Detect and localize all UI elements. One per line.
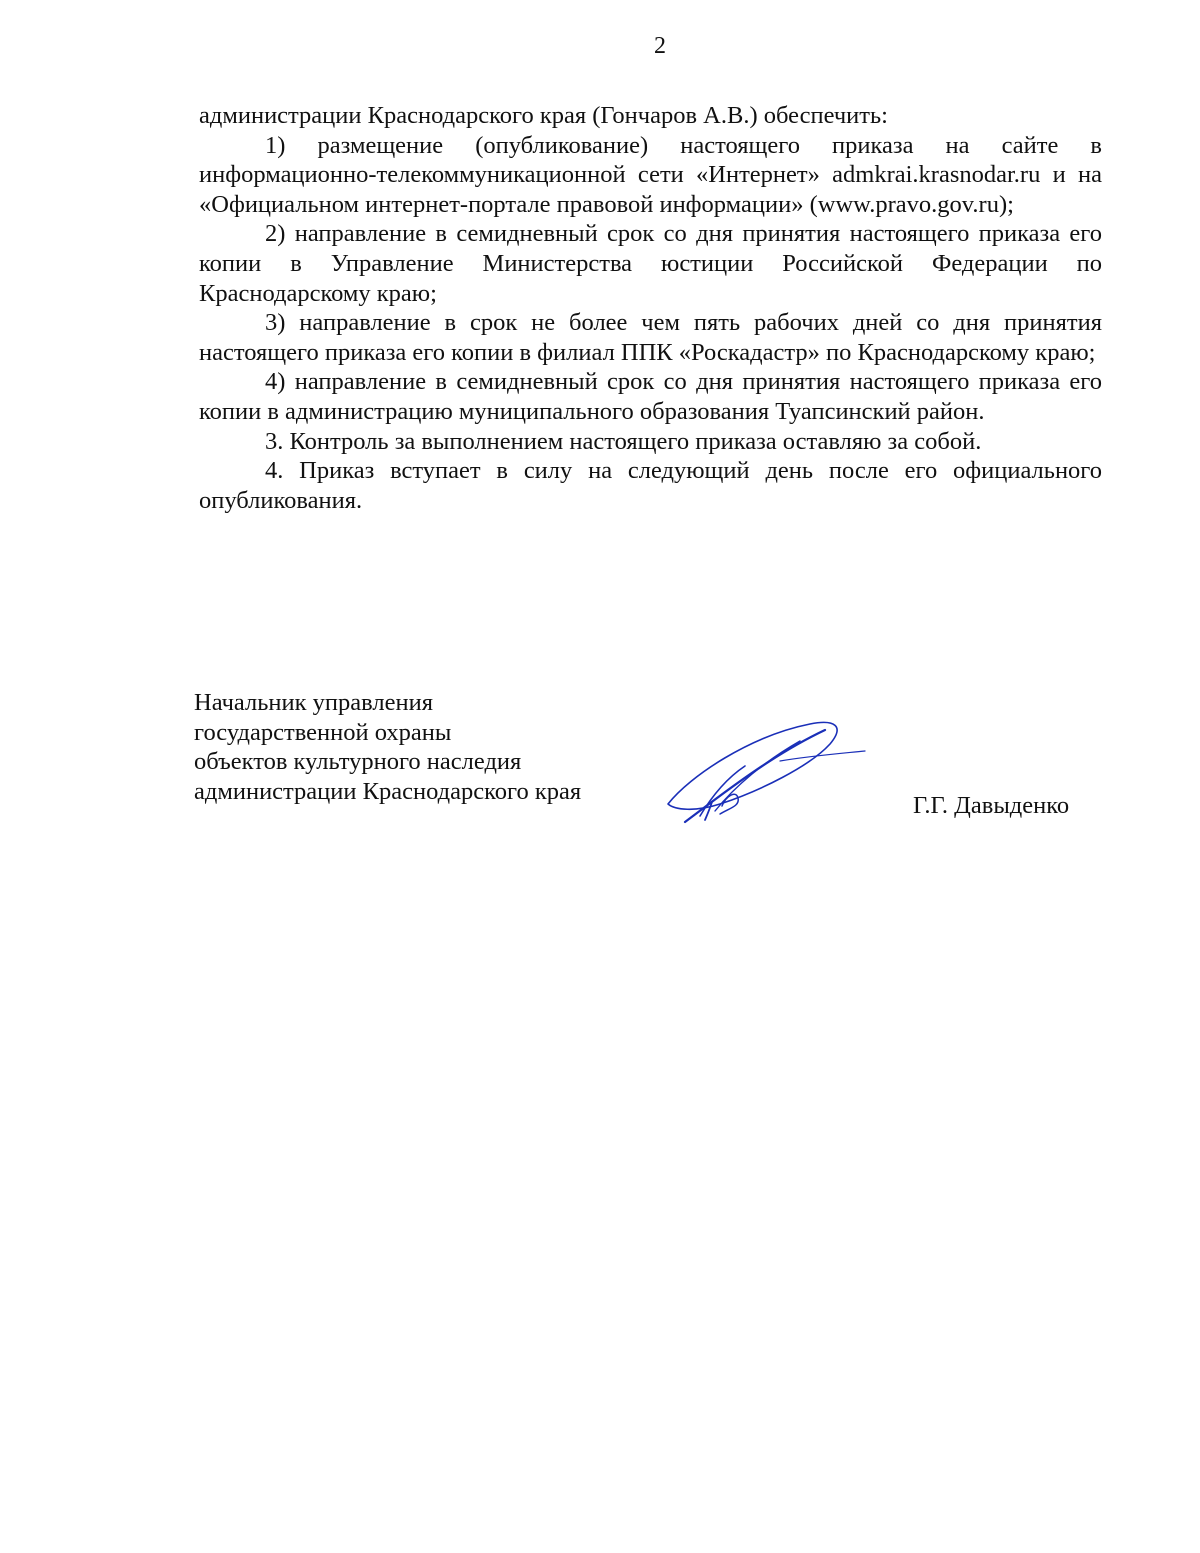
body-paragraph: 3. Контроль за выполнением настоящего приказа оставляю за собой. (265, 427, 982, 455)
body-paragraph: 4) направление в семидневный срок со дня принятия настоящего приказа его копии в администрацию муниципального образования Туапсинский район. (199, 368, 1102, 425)
body-paragraph: администрации Краснодарского края (Гончаров А.В.) обеспечить: (199, 102, 888, 129)
body-paragraph: 2) направление в семидневный срок со дня принятия настоящего приказа его копии в Управление Министерства юстиции Российской Федерации по Краснодарскому краю; (199, 220, 1102, 307)
page-number: 2 (654, 33, 666, 59)
body-paragraph: 1) размещение (опубликование) настоящего приказа на сайте в информационно-телекоммуникационной сети «Интернет» admkrai.krasnodar.ru и на «Официальном интернет-портале правовой информации» (www.pravo.gov.ru); (199, 131, 1102, 218)
position-line: администрации Краснодарского края (194, 777, 582, 805)
document-body (199, 101, 1102, 515)
signatory-position (194, 688, 581, 806)
position-line: государственной охраны (194, 718, 452, 746)
body-paragraph: 4. Приказ вступает в силу на следующий день после его официального опубликования. (199, 457, 1102, 514)
position-line: Начальник управления (194, 689, 433, 716)
body-paragraph: 3) направление в срок не более чем пять рабочих дней со дня принятия настоящего приказа его копии в филиал ППК «Роскадастр» по Краснодарскому краю; (199, 309, 1102, 366)
position-line: объектов культурного наследия (194, 748, 522, 776)
signer-name: Г.Г. Давыденко (913, 792, 1070, 819)
handwritten-signature-icon (660, 716, 870, 831)
